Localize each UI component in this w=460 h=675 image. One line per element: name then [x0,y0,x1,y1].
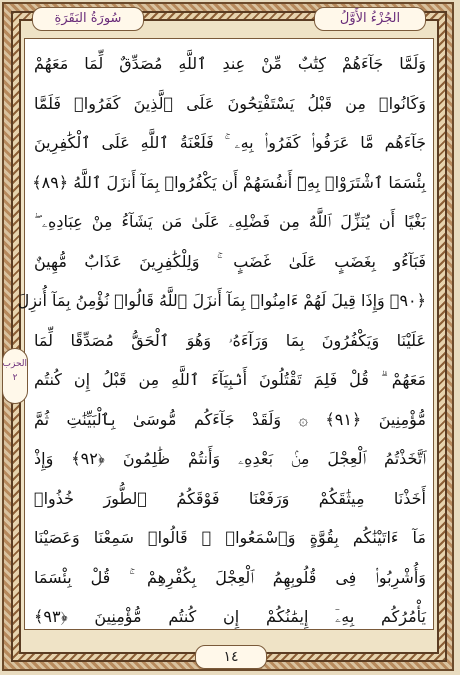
text-line: ٱتَّخَذْتُمُ ٱلْعِجْلَ مِنۢ بَعْدِهِۦ وَأَنتُمْ ظَٰلِمُونَ ﴿٩٢﴾ وَإِذْ [34,449,426,468]
text-line: جَآءَهُم مَّا عَرَفُوا۟ كَفَرُوا۟ بِهِۦ ۚ فَلَعْنَةُ ٱللَّهِ عَلَى ٱلْكَٰفِرِينَ [34,133,426,152]
page-header [24,3,434,33]
text-line: أَخَذْنَا مِيثَٰقَكُمْ وَرَفَعْنَا فَوْقَكُمُ ٱلطُّورَ خُذُوا۟ [34,488,426,508]
text-line: فَبَآءُو بِغَضَبٍ عَلَىٰ غَضَبٍ ۚ وَلِلْكَٰفِرِينَ عَذَابٌ مُّهِينٌ [34,251,426,271]
juz-label: الجُزْءُ الأَوَّلُ [314,7,426,31]
surah-label: سُورَةُ البَقَرَةِ [32,7,144,31]
text-line: وَلَمَّا جَآءَهُمْ كِتَٰبٌ مِّنْ عِندِ ٱللَّهِ مُصَدِّقٌ لِّمَا مَعَهُمْ [34,54,426,73]
text-line: مَعَهُمْ ۗ قُلْ فَلِمَ تَقْتُلُونَ أَنۢبِيَآءَ ٱللَّهِ مِن قَبْلُ إِن كُنتُم [34,370,427,389]
text-line: ﴿٩٠﴾ وَإِذَا قِيلَ لَهُمْ ءَامِنُوا۟ بِمَآ أَنزَلَ ٱللَّهُ قَالُوا۟ نُؤْمِنُ بِمَآ أُنزِلَ [17,291,426,310]
text-line: بِئْسَمَا ٱشْتَرَوْا۟ بِهِۦٓ أَنفُسَهُمْ أَن يَكْفُرُوا۟ بِمَآ أَنزَلَ ٱللَّهُ ﴿٨٩﴾ [32,172,426,192]
text-line: بَغْيًا أَن يُنَزِّلَ ٱللَّهُ مِن فَضْلِهِۦ عَلَىٰ مَن يَشَآءُ مِنْ عِبَادِهِۦ ۖ [34,212,426,231]
text-line: وَأُشْرِبُوا۟ فِى قُلُوبِهِمُ ٱلْعِجْلَ بِكُفْرِهِمْ ۚ قُلْ بِئْسَمَا [34,567,426,587]
quran-text [17,44,427,637]
text-line: وَكَانُوا۟ مِن قَبْلُ يَسْتَفْتِحُونَ عَلَى ٱلَّذِينَ كَفَرُوا۟ فَلَمَّا [34,93,426,113]
text-line: عَلَيْنَا وَيَكْفُرُونَ بِمَا وَرَآءَهُۥ وَهُوَ ٱلْحَقُّ مُصَدِّقًا لِّمَا [34,330,426,350]
page-number: ١٤ [195,645,267,669]
text-line: يَأْمُرُكُم بِهِۦٓ إِيمَٰنُكُمْ إِن كُنتُم مُّؤْمِنِينَ ﴿٩٣﴾ [34,607,426,626]
text-line: مَآ ءَاتَيْنَٰكُم بِقُوَّةٍ وَٱسْمَعُوا۟ ۖ قَالُوا۟ سَمِعْنَا وَعَصَيْنَا [34,528,426,547]
hizb-marker: الحزب ٢ [2,348,28,404]
text-line: مُّؤْمِنِينَ ﴿٩١﴾ ۞ وَلَقَدْ جَآءَكُم مُّوسَىٰ بِٱلْبَيِّنَٰتِ ثُمَّ [34,409,426,429]
